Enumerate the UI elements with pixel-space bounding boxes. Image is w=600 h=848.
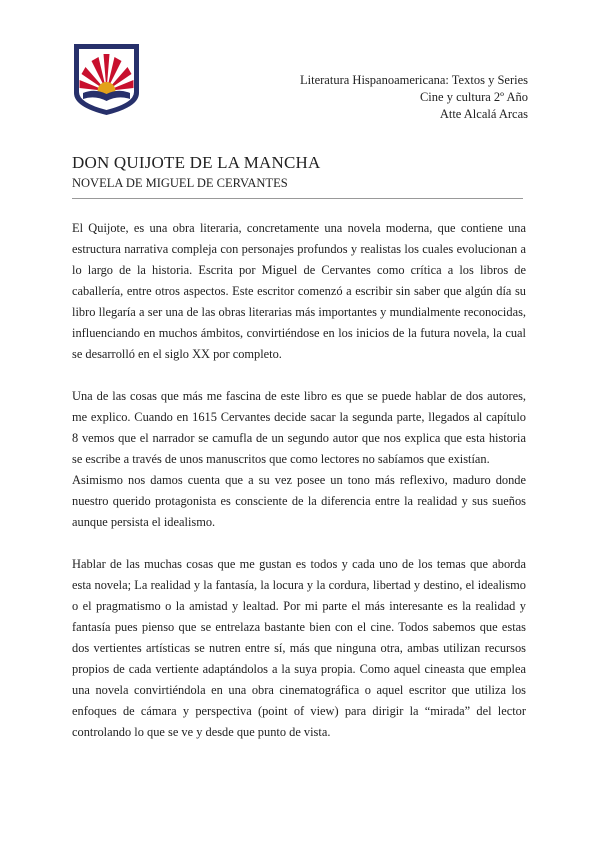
document-subtitle: NOVELA DE MIGUEL DE CERVANTES — [72, 176, 288, 190]
paragraph: Asimismo nos damos cuenta que a su vez posee un tono más reflexivo, maduro donde nuestro querido protagonista es consciente de la diferencia entre la realidad y sus sueños aunque persista el idealismo. — [72, 473, 526, 529]
document-title: DON QUIJOTE DE LA MANCHA — [72, 153, 321, 172]
course-name: Literatura Hispanoamericana: Textos y Series — [300, 73, 528, 87]
document-body — [72, 218, 526, 764]
paragraph: Una de las cosas que más me fascina de este libro es que se puede hablar de dos autores, me explico. Cuando en 1615 Cervantes decide sacar la segunda parte, llegados al capítulo 8 vemos que el narrador se camufla de un segundo autor que nos explica que esta historia se escribe a través de unos manuscritos que como lectores no sabíamos que existían. — [72, 389, 526, 466]
header-info — [300, 72, 528, 123]
paragraph: Hablar de las muchas cosas que me gustan es todos y cada uno de los temas que aborda esta novela; La realidad y la fantasía, la locura y la cordura, libertad y destino, el idealismo o el pragmatismo o la amistad y lealtad. Por mi parte el más interesante es la realidad y fantasía pues pienso que se entrelaza bastante bien con el cine. Todos sabemos que estas dos vertientes artísticas se nutren entre sí, más que ninguna otra, ambas utilizan recursos propios de cada vertiente adaptándolos a la suya propia. Como aquel cineasta que emplea una novela convirtiéndola en una obra cinematográfica o aquel escritor que utiliza los enfoques de cámara y perspectiva (point of view) para dirigir la “mirada” del lector controlando lo que se ve y desde que punto de vista. — [72, 557, 526, 739]
university-crest-icon — [71, 41, 142, 117]
title-divider — [72, 198, 523, 199]
paragraph: El Quijote, es una obra literaria, concretamente una novela moderna, que contiene una estructura narrativa compleja con personajes profundos y realistas los cuales evolucionan a lo largo de la historia. Escrita por Miguel de Cervantes como crítica a los libros de caballería, entre otros aspectos. Este escritor comenzó a escribir sin saber que algún día su libro llegaría a ser una de las obras literarias más importantes y mundialmente reconocidas, influenciando en muchos ámbitos, convirtiéndose en los inicios de la futura novela, la cual se desarrolló en el siglo XX por completo. — [72, 221, 526, 361]
author-name: Atte Alcalá Arcas — [439, 107, 528, 121]
subject-name: Cine y cultura 2º Año — [419, 90, 528, 104]
